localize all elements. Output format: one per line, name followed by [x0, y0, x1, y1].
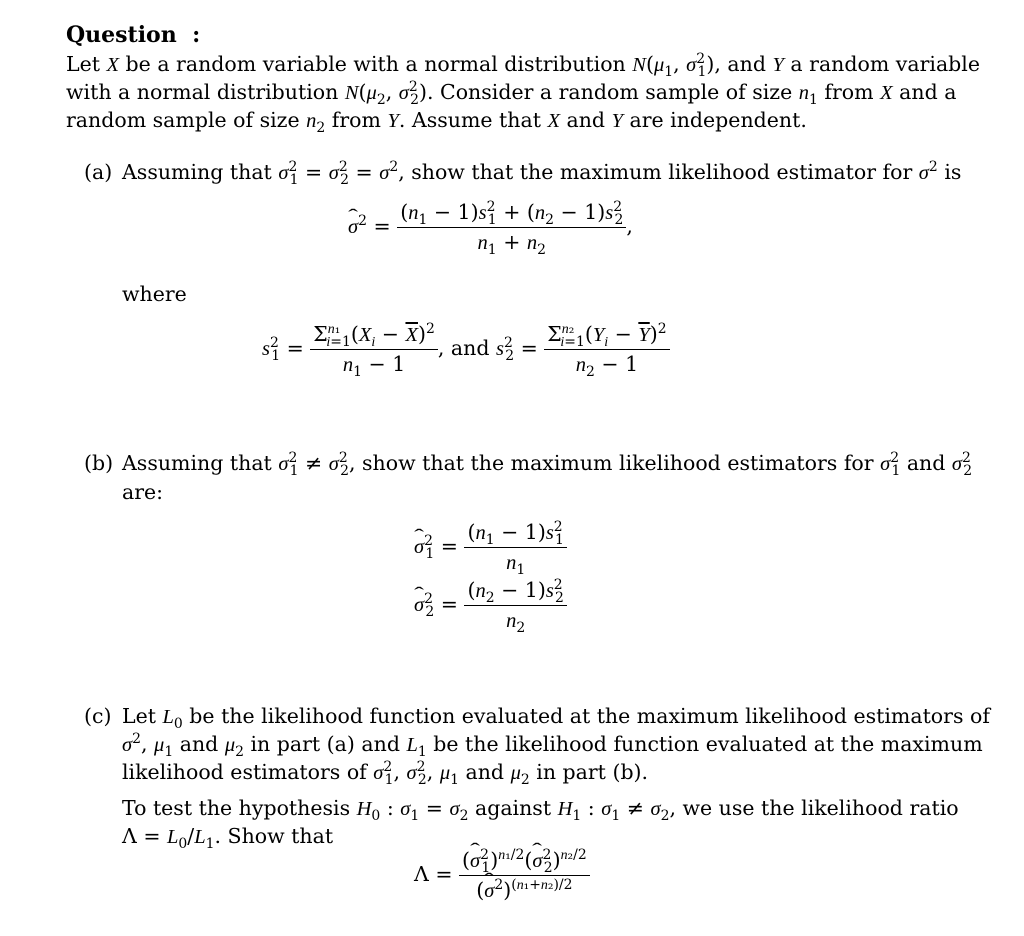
intro-line-1: Let X be a random variable with a normal distribution $N(\mu_1$, $\sigma^2_1$), and Y a random variable	[66, 51, 980, 81]
part-b-label: (b)	[84, 451, 114, 475]
part-a-text: Assuming that $\sigma^2_1 = \sigma^2_2 = \sigma^2$, show that the maximum likelihood estimator for $\sigma^2$ is	[122, 159, 962, 189]
part-c-test-line-2: $\Lambda = L_0/L_1$. Show that	[122, 824, 334, 853]
s2-fraction: $\frac{\Sigma^{n_2}_{i=1}(Y_i - \overline{Y})^2}{n_2 - 1}$	[544, 322, 669, 377]
sigma2-estimator-equation: ˆ $\sigma^2_2$ = $\frac{(n_2 - 1)s^2_2}{n_2}$	[414, 578, 567, 633]
sigma1-fraction: $\frac{(n_1 - 1)s^2_1}{n_1}$	[464, 520, 566, 575]
sigma1-estimator-equation: ˆ $\sigma^2_1$ = $\frac{(n_1 - 1)s^2_1}{n_1}$	[414, 520, 567, 575]
part-c-label: (c)	[84, 704, 112, 728]
part-c-line-3: likelihood estimators of $\sigma^2_1$, $\sigma^2_2$, $\mu_1$ and $\mu_2$ in part (b).	[122, 759, 649, 789]
sample-variance-equations: $s^2_1$ = $\frac{\Sigma^{n_1}_{i=1}(X_i - \overline{X})^2}{n_1 - 1}$ , and $s^2_2$ = $\frac{\Sigma^{n_2}_{i=1}(Y_i - \overline{Y})^2}{n_2 - 1}$	[262, 322, 670, 377]
intro-line-2: with a normal distribution $N(\mu_2$, $\sigma^2_2$). Consider a random sample of size $n_1$ from X and a	[66, 79, 957, 109]
lambda-fraction: $\frac{(ˆ \sigma^2_1)^{n_1/2}(ˆ \sigma^2_2)^{n_2/2}}{(ˆ \sigma^2)^{(n_1+n_2)/2}}$	[459, 848, 590, 903]
pooled-estimator-equation: ˆ $\sigma^2$ = $\frac{(n_1 - 1)s^2_1 + (n_2 - 1)s^2_2}{n_1 + n_2}$ ,	[348, 200, 633, 255]
where-label: where	[122, 282, 187, 306]
intro-line-3: random sample of size $n_2$ from Y. Assume that X and Y are independent.	[66, 108, 807, 137]
lambda-equation: Λ = $\frac{(ˆ \sigma^2_1)^{n_1/2}(ˆ \sigma^2_2)^{n_2/2}}{(ˆ \sigma^2)^{(n_1+n_2)/2}}$	[414, 848, 590, 903]
part-c-line-1: Let $L_0$ be the likelihood function evaluated at the maximum likelihood estimators of	[122, 704, 990, 733]
s1-fraction: $\frac{\Sigma^{n_1}_{i=1}(X_i - \overline{X})^2}{n_1 - 1}$	[310, 322, 438, 377]
part-b-text-line-1: Assuming that $\sigma^2_1 \ne \sigma^2_2$, show that the maximum likelihood estimators for $\sigma^2_1$ and $\sigma^2_2$	[122, 450, 973, 480]
sigma2-fraction: $\frac{(n_2 - 1)s^2_2}{n_2}$	[464, 578, 566, 633]
part-a-label: (a)	[84, 160, 113, 184]
part-c-line-2: $\sigma^2$, $\mu_1$ and $\mu_2$ in part (a) and $L_1$ be the likelihood function evaluated at the maximum	[122, 731, 983, 761]
part-c-test-line-1: To test the hypothesis $H_0$ : $\sigma_1 = \sigma_2$ against $H_1$ : $\sigma_1 \ne \sigma_2$, we use the likelihood ratio	[122, 796, 959, 825]
part-b-text-line-2: are:	[122, 480, 164, 504]
pooled-estimator-fraction: $\frac{(n_1 - 1)s^2_1 + (n_2 - 1)s^2_2}{n_1 + n_2}$	[397, 200, 626, 255]
question-heading: Question :	[66, 22, 201, 48]
